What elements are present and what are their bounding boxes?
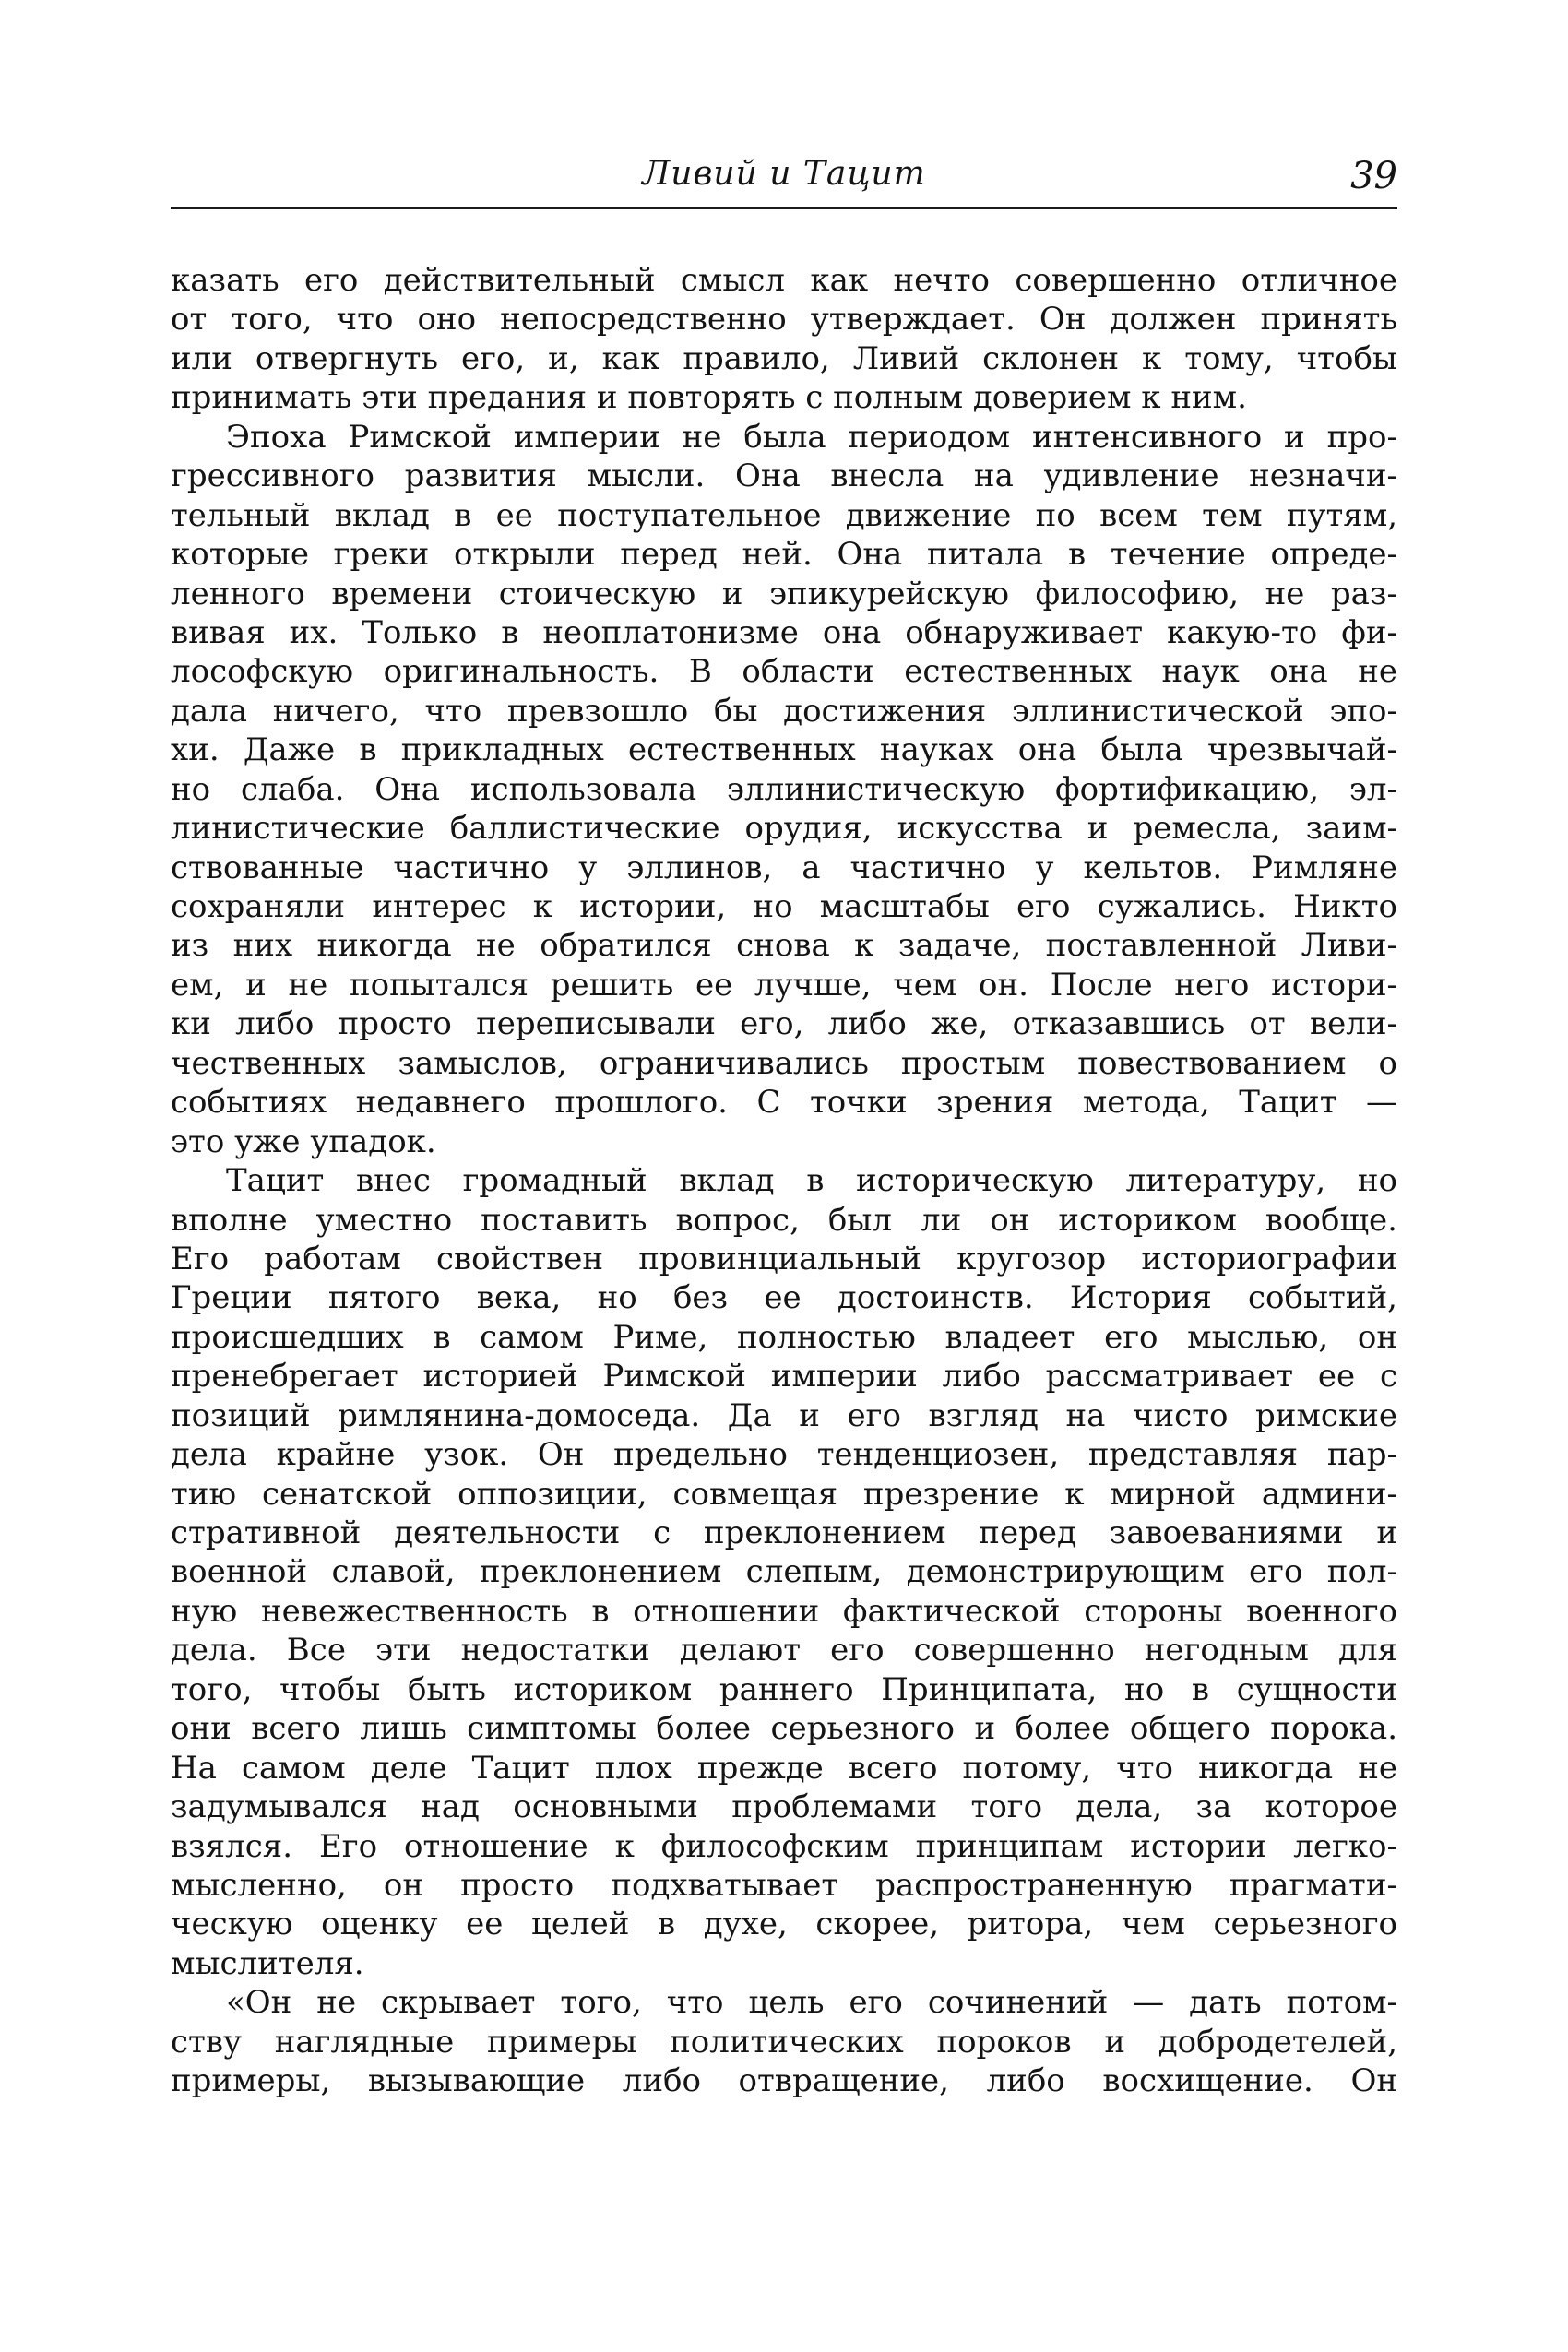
text-line: принимать эти предания и повторять с полным доверием к ним. <box>171 379 1247 417</box>
text-line: ленного времени стоическую и эпикурейскую философию, не раз- <box>171 575 1397 612</box>
text-line: Греции пятого века, но без ее достоинств. История событий, <box>171 1279 1397 1317</box>
text-line: ем, и не попытался решить ее лучше, чем он. После него истори- <box>171 966 1397 1004</box>
text-line: ную невежественность в отношении фактической стороны военного <box>171 1592 1397 1630</box>
text-line: они всего лишь симптомы более серьезного и более общего порока. <box>171 1710 1397 1748</box>
text-line: сохраняли интерес к истории, но масштабы его сужались. Никто <box>171 888 1397 925</box>
text-line: которые греки открыли перед ней. Она питала в течение опреде- <box>171 536 1397 574</box>
page-number: 39 <box>1350 155 1397 197</box>
text-line: того, чтобы быть историком раннего Принципата, но в сущности <box>171 1670 1397 1708</box>
text-line: мыслителя. <box>171 1944 364 1982</box>
text-line: из них никогда не обратился снова к задаче, поставленной Ливи- <box>171 927 1397 965</box>
text-line: чественных замыслов, ограничивались простым повествованием о <box>171 1044 1397 1082</box>
text-line: ству наглядные примеры политических пороков и добродетелей, <box>171 2023 1397 2061</box>
body-text <box>171 261 1397 2101</box>
text-line: вивая их. Только в неоплатонизме она обнаруживает какую-то фи- <box>171 613 1397 651</box>
text-line: Его работам свойствен провинциальный кругозор историографии <box>171 1240 1397 1277</box>
text-line: от того, что оно непосредственно утверждает. Он должен принять <box>171 301 1397 339</box>
text-line: грессивного развития мысли. Она внесла на удивление незначи- <box>171 457 1397 495</box>
text-line: дела крайне узок. Он предельно тенденциозен, представляя пар- <box>171 1436 1397 1474</box>
text-line: позиций римлянина-домоседа. Да и его взгляд на чисто римские <box>171 1396 1397 1434</box>
text-line: лософскую оригинальность. В области естественных наук она не <box>171 653 1397 691</box>
text-line: «Он не скрывает того, что цель его сочинений — дать потом- <box>226 1984 1397 2022</box>
text-line: тию сенатской оппозиции, совмещая презрение к мирной админи- <box>171 1475 1397 1513</box>
text-line: военной славой, преклонением слепым, демонстрирующим его пол- <box>171 1553 1397 1591</box>
text-line: примеры, вызывающие либо отвращение, либо восхищение. Он <box>171 2062 1397 2100</box>
text-line: Эпоха Римской империи не была периодом интенсивного и про- <box>226 418 1397 456</box>
text-line: хи. Даже в прикладных естественных науках она была чрезвычай- <box>171 731 1397 769</box>
text-line: стративной деятельности с преклонением перед завоеваниями и <box>171 1515 1397 1551</box>
text-line: вполне уместно поставить вопрос, был ли он историком вообще. <box>171 1201 1397 1239</box>
page-header <box>171 146 1397 201</box>
text-line: это уже упадок. <box>171 1123 436 1160</box>
text-line: Тацит внес громадный вклад в историческую литературу, но <box>226 1162 1397 1200</box>
text-line: тельный вклад в ее поступательное движение по всем тем путям, <box>171 496 1397 534</box>
text-line: На самом деле Тацит плох прежде всего потому, что никогда не <box>171 1749 1397 1787</box>
text-line: мысленно, он просто подхватывает распространенную прагмати- <box>171 1866 1397 1904</box>
text-line: ческую оценку ее целей в духе, скорее, ритора, чем серьезного <box>171 1906 1397 1943</box>
text-line: линистические баллистические орудия, искусства и ремесла, заим- <box>171 810 1397 848</box>
header-rule <box>171 207 1397 209</box>
text-line: задумывался над основными проблемами того дела, за которое <box>171 1788 1397 1826</box>
text-line: происшедших в самом Риме, полностью владеет его мыслью, он <box>171 1318 1397 1356</box>
text-line: дала ничего, что превзошло бы достижения эллинистической эпо- <box>171 692 1397 730</box>
text-line: событиях недавнего прошлого. С точки зрения метода, Тацит — <box>171 1084 1397 1122</box>
text-line: ки либо просто переписывали его, либо же, отказавшись от вели- <box>171 1005 1397 1043</box>
text-line: но слаба. Она использовала эллинистическую фортификацию, эл- <box>171 770 1397 808</box>
text-line: ствованные частично у эллинов, а частично у кельтов. Римляне <box>171 849 1397 886</box>
running-title: Ливий и Тацит <box>642 155 926 193</box>
text-line: или отвергнуть его, и, как правило, Ливий склонен к тому, чтобы <box>171 339 1397 377</box>
text-line: казать его действительный смысл как нечто совершенно отличное <box>171 262 1397 299</box>
text-line: дела. Все эти недостатки делают его совершенно негодным для <box>171 1632 1397 1669</box>
text-line: пренебрегает историей Римской империи либо рассматривает ее с <box>171 1358 1397 1396</box>
text-line: взялся. Его отношение к философским принципам истории легко- <box>171 1827 1397 1865</box>
